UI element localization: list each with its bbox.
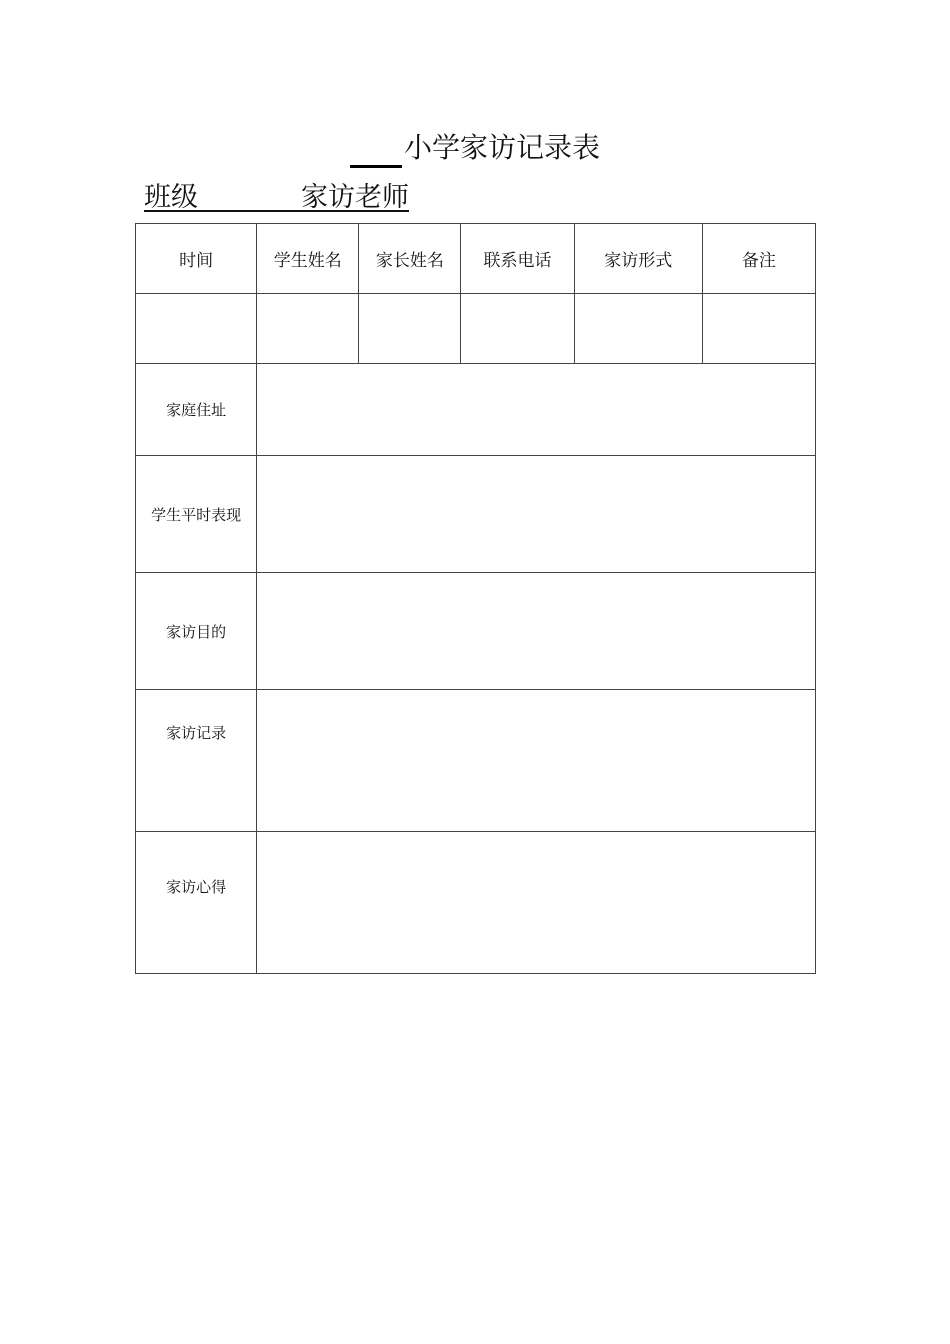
cell-time[interactable] (136, 294, 257, 364)
header-visit-form: 家访形式 (574, 224, 702, 294)
class-label: 班级 (144, 182, 198, 213)
header-student-name: 学生姓名 (257, 224, 359, 294)
label-visit-purpose: 家访目的 (136, 573, 257, 690)
field-visit-record[interactable] (257, 690, 816, 832)
row-home-address (136, 364, 816, 456)
header-row (136, 224, 816, 294)
title-blank-line[interactable] (350, 137, 402, 168)
field-visit-reflection[interactable] (257, 832, 816, 974)
field-home-address[interactable] (257, 364, 816, 456)
page-title (0, 128, 950, 168)
cell-notes[interactable] (702, 294, 815, 364)
field-visit-purpose[interactable] (257, 573, 816, 690)
subtitle-line (144, 178, 409, 218)
row-visit-record (136, 690, 816, 832)
label-home-address: 家庭住址 (136, 364, 257, 456)
class-blank[interactable] (198, 182, 301, 213)
cell-student-name[interactable] (257, 294, 359, 364)
field-student-performance[interactable] (257, 456, 816, 573)
row-student-performance (136, 456, 816, 573)
row-visit-purpose (136, 573, 816, 690)
header-parent-name: 家长姓名 (359, 224, 461, 294)
title-text: 小学家访记录表 (403, 131, 600, 164)
teacher-label: 家访老师 (301, 182, 409, 213)
visit-record-table (135, 223, 816, 974)
cell-phone[interactable] (461, 294, 574, 364)
header-phone: 联系电话 (461, 224, 574, 294)
label-visit-reflection: 家访心得 (136, 832, 257, 974)
header-notes: 备注 (702, 224, 815, 294)
label-student-performance: 学生平时表现 (136, 456, 257, 573)
entry-row (136, 294, 816, 364)
header-time: 时间 (136, 224, 257, 294)
cell-parent-name[interactable] (359, 294, 461, 364)
cell-visit-form[interactable] (574, 294, 702, 364)
row-visit-reflection (136, 832, 816, 974)
label-visit-record: 家访记录 (136, 690, 257, 832)
